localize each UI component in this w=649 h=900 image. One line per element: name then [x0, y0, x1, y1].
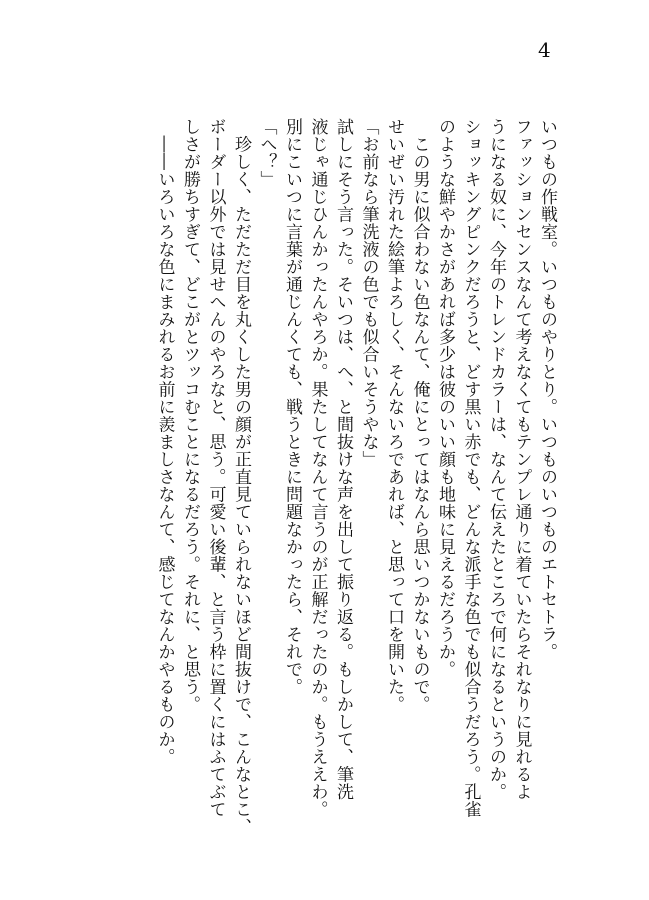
text-line: この男に似合わない色なんて、俺にとってはなんら思いつかないもので。: [409, 118, 430, 713]
text-line: うになる奴に、今年のトレンドカラーは、なんて伝えたところで何になるというのか。: [486, 118, 506, 801]
text-line: 試しにそう言った。そいつは、へ、と間抜けな声を出して振り返る。もしかして、筆洗: [333, 118, 353, 801]
text-line: ファッションセンスなんて考えなくてもテンプレ通りに着ていたらそれなりに見れるよ: [511, 118, 532, 801]
text-line: ――いろいろな色にまみれるお前に羨ましさなんて、感じてなんかやるものか。: [154, 118, 175, 766]
text-line: 別にこいつに言葉が通じんくても、戦うときに問題なかったら、それで。: [282, 118, 302, 696]
text-line: のような鮮やかさがあれば多少は彼のいい顔も地味に見えるだろうか。: [435, 118, 455, 678]
text-line: せいぜい汚れた絵筆よろしく、そんないろであれば、と思って口を開いた。: [384, 118, 404, 713]
page-number: 4: [538, 38, 551, 62]
text-line: しさが勝ちすぎて、どこがとツッコむことになるだろう。それに、と思う。: [180, 118, 200, 713]
text-line: 「お前なら筆洗液の色でも似合いそうやな」: [358, 118, 379, 468]
body-text: [151, 118, 559, 853]
text-line: 液じゃ通じひんかったんやろか。果たしてなんて言うのが正解だったのか。もうええわ。: [307, 118, 328, 818]
text-line: ボーダー以外では見せへんのやろなと、思う。可愛い後輩、と言う枠に置くにはふてぶて: [205, 118, 226, 818]
text-line: 珍しく、ただただ目を丸くした男の顔が正直見ていられないほど間抜けで、こんなとこ、: [231, 118, 251, 836]
text-line: ショッキングピンクだろうと、どす黒い赤でも、どんな派手な色でも似合うだろう。孔雀: [460, 118, 481, 818]
text-line: 「へ？」: [256, 118, 277, 188]
text-line: いつもの作戦室。いつものやりとり。いつものいつものエトセトラ。: [537, 118, 557, 661]
